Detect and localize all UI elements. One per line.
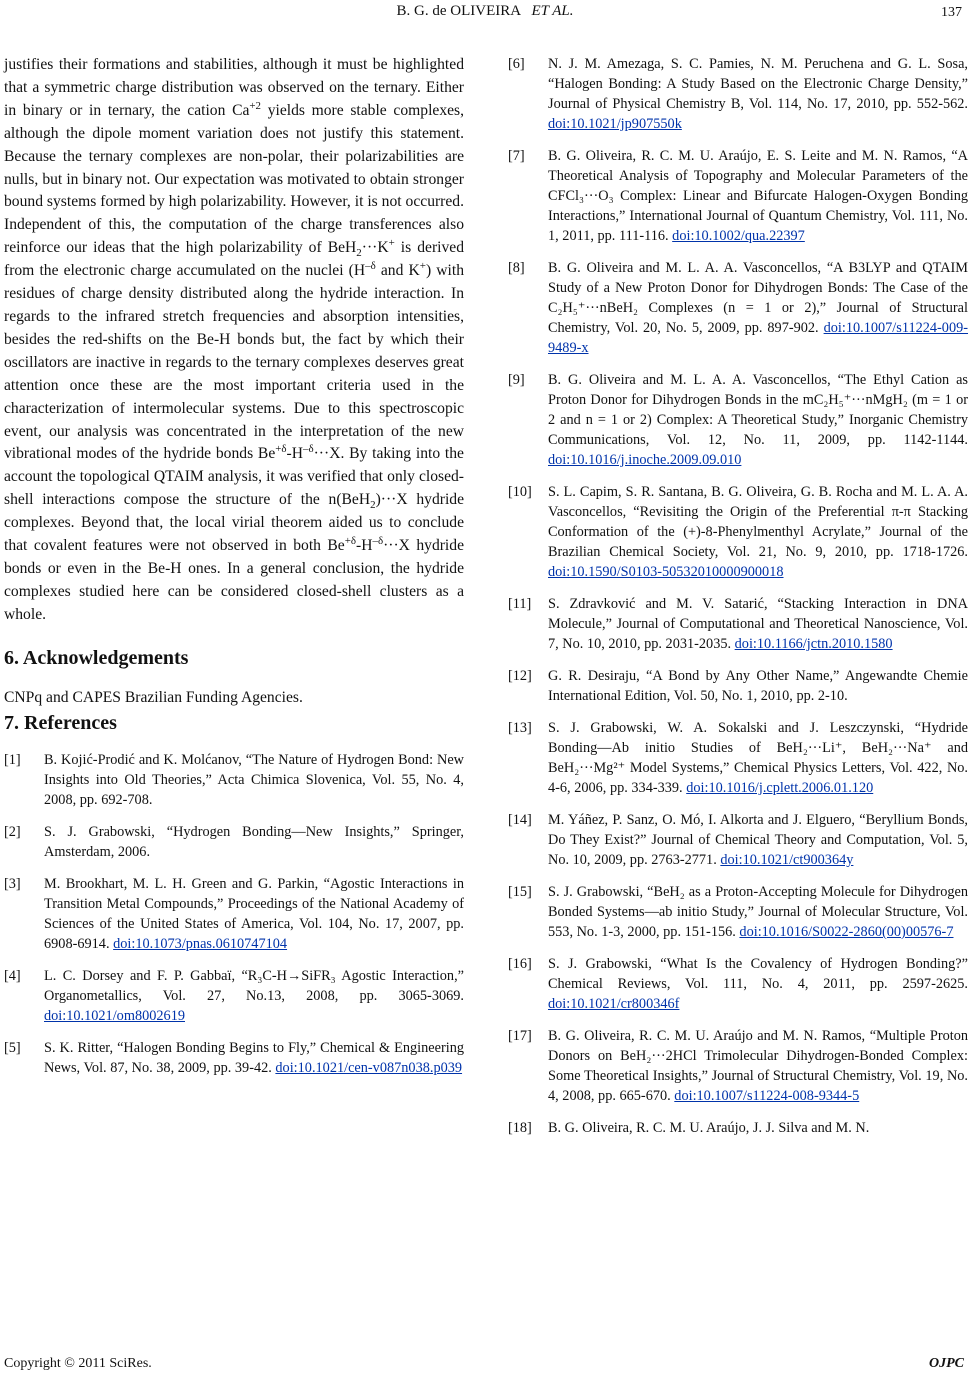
reference-text [44,874,464,954]
doi-link[interactable]: doi:10.1016/j.cplett.2006.01.120 [686,780,874,796]
doi-link[interactable]: doi:10.1073/pnas.0610747104 [113,935,288,952]
reference-citation: S. K. Ritter, “Halogen Bonding Begins to Fly,” Chemical & Engineering News, Vol. 87, No. 38, 2009, pp. 39-42. [44,1039,464,1076]
reference-citation: N. J. M. Amezaga, S. C. Pamies, N. M. Peruchena and G. L. Sosa, “Halogen Bonding: A Study Based on the Electronic Charge Density,” Journal of Physical Chemistry B, Vol. 114, No. 17, 2010, pp. 552-562. [548,56,968,112]
reference-citation: S. Zdravković and M. V. Satarić, “Stacking Interaction in DNA Molecule,” Journal of Computational and Theoretical Nanoscience, Vol. 7, No. 10, 2010, pp. 2031-2035. [548,596,968,652]
conclusion-paragraph: justifies their formations and stabilities, although it must be highlighted that a symmetric charge distribution was observed on the ternary. Either in binary or in ternary, the cation $Ca^{+2}$ yields more stable complexes, although the dipole moment variation does not justify this statement. Because the ternary complexes are non-polar, their polarizabilities are nulls, but in binary not. Our expectation was motivated to obtain stronger bound systems formed by high polarizability. However, it is not occurred. Independent of this, the computation of the charge transferences also reinforce our ideas that the high polarizability of BeH$_2$···K+ is derived from the electronic charge accumulated on the nuclei ($H^{-\delta}$ and K+) with residues of charge density distributed along the hydride interaction. In regards to the infrared stretch frequencies and absorption intensities, besides the red-shifts on the Be-H bonds but, the fact by which their oscillators are inactive in regards to the ternary complexes deserves great attention once these are the most important criteria used in the characterization of intermolecular systems. Due to this spectroscopic event, our analysis was concentrated in the interpretation of the new vibrational modes of the hydride bonds $Be^{+\delta}-H^{-\delta}\cdot\cdot\cdot X$. By taking into the account the topological QTAIM analysis, it was verified that only closed-shell interactions compose the structure of the n(BeH$_2$)···X hydride complexes. Beyond that, the local virial theorem aided us to conclude that covalent features were not observed in both $Be^{+\delta}-H^{-\delta}\cdot\cdot\cdot X$ hydride bonds or even in the Be-H ones. In a general conclusion, the hydride complexes studied here can be considered closed-shell clusters as a whole. [4,56,465,623]
reference-number: [11] [508,596,532,612]
reference-text [44,822,464,862]
reference-item [508,146,968,246]
reference-item [4,874,464,954]
header-etal: ET AL. [531,3,574,19]
reference-citation: B. G. Oliveira and M. L. A. A. Vasconcellos, “The Ethyl Cation as Proton Donor for Dihydrogen Bonds in the mC₂H₅⁺···nMgH₂ (m = 1 or 2 and n = 1 or 2) Complex: A Theoretical Study,” Inorganic Chemistry Communications, Vol. 12, No. 11, 2009, pp. 1142-1144. [548,372,968,448]
reference-text [548,882,968,942]
reference-number: [10] [508,484,532,500]
reference-citation: B. G. Oliveira, R. C. M. U. Araújo, E. S. Leite and M. N. Ramos, “A Theoretical Analysis of Topography and Molecular Parameters of the CFCl₃···O₃ Complex: Linear and Bifurcate Halogen-Oxygen Bonding Interactions,” International Journal of Quantum Chemistry, Vol. 111, No. 1, 2011, pp. 111-116. [548,148,968,244]
reference-citation: L. C. Dorsey and F. P. Gabbaï, “R₃C-H→SiFR₃ Agostic Interaction,” Organometallics, Vol. 27, No.13, 2008, pp. 3065-3069. [44,967,464,1004]
reference-text [44,966,464,1026]
reference-item [4,750,464,810]
doi-link[interactable]: doi:10.1016/j.inoche.2009.09.010 [548,452,742,468]
journal-abbrev: OJPC [929,1356,964,1371]
reference-number: [3] [4,875,21,892]
reference-item [508,954,968,1014]
reference-text [548,146,968,246]
references-heading: 7. References [4,711,117,734]
right-column [508,54,968,1150]
reference-citation: S. J. Grabowski, “What Is the Covalency of Hydrogen Bonding?” Chemical Reviews, Vol. 111, No. 4, 2011, pp. 2597-2625. [548,956,968,992]
reference-number: [2] [4,823,21,840]
reference-text [548,954,968,1014]
reference-text [548,666,968,706]
doi-link[interactable]: doi:10.1007/s11224-009-9489-x [548,320,969,356]
reference-text [44,750,464,810]
reference-item [508,258,968,358]
doi-link[interactable]: doi:10.1021/om8002619 [44,1007,185,1024]
reference-list-left [4,750,464,1078]
reference-text [548,370,968,470]
reference-citation: S. J. Grabowski, “Hydrogen Bonding―New Insights,” Springer, Amsterdam, 2006. [44,823,464,860]
reference-text [548,1118,968,1138]
reference-number: [7] [508,148,525,164]
reference-text [548,482,968,582]
reference-citation: S. J. Grabowski, “BeH₂ as a Proton-Accepting Molecule for Dihydrogen Bonded Systems―ab initio Study,” Journal of Molecular Structure, Vol. 553, No. 1-3, 2000, pp. 151-156. [548,884,968,940]
header-authors: B. G. de OLIVEIRA [396,3,521,19]
reference-item [508,370,968,470]
reference-number: [18] [508,1120,532,1136]
reference-number: [17] [508,1028,532,1044]
reference-number: [4] [4,967,21,984]
reference-citation: B. G. Oliveira, R. C. M. U. Araújo, J. J. Silva and M. N. [548,1120,870,1136]
running-header [0,0,970,26]
reference-citation: S. J. Grabowski, W. A. Sokalski and J. Leszczynski, “Hydride Bonding―Ab initio Studies of BeH₂···Li⁺, BeH₂···Na⁺ and BeH₂···Mg²⁺ Model Systems,” Chemical Physics Letters, Vol. 422, No. 4-6, 2006, pp. 334-339. [548,720,968,796]
reference-item [508,718,968,798]
reference-citation: B. G. Oliveira and M. L. A. A. Vasconcellos, “A B3LYP and QTAIM Study of a New Proton Donor for Dihydrogen Bonds: The Case of the C₂H₅⁺···nBeH₂ Complexes (n = 1 or 2),” Journal of Structural Chemistry, Vol. 20, No. 5, 2009, pp. 897-902. [548,260,968,336]
doi-link[interactable]: doi:10.1021/ct900364y [720,852,854,868]
reference-citation: G. R. Desiraju, “A Bond by Any Other Name,” Angewandte Chemie International Edition, Vol. 50, No. 1, 2010, pp. 2-10. [548,668,968,704]
reference-item [4,1038,464,1078]
reference-item [4,966,464,1026]
reference-number: [12] [508,668,532,684]
copyright-notice: Copyright © 2011 SciRes. [4,1356,152,1371]
reference-list-right [508,54,968,1138]
doi-link[interactable]: doi:10.1007/s11224-008-9344-5 [674,1088,860,1104]
doi-link[interactable]: doi:10.1002/qua.22397 [672,228,805,244]
reference-number: [16] [508,956,532,972]
left-column [4,54,464,1090]
reference-item [508,1026,968,1106]
reference-number: [15] [508,884,532,900]
reference-number: [5] [4,1039,21,1056]
reference-text [548,258,968,358]
reference-text [44,1038,464,1078]
acknowledgements-heading: 6. Acknowledgements [4,646,189,669]
reference-item [508,594,968,654]
doi-link[interactable]: doi:10.1021/jp907550k [548,116,682,132]
reference-item [4,822,464,862]
reference-text [548,1026,968,1106]
reference-item [508,666,968,706]
reference-citation: B. Kojić-Prodić and K. Molćanov, “The Nature of Hydrogen Bond: New Insights into Old Theories,” Acta Chimica Slovenica, Vol. 55, No. 4, 2008, pp. 692-708. [44,751,464,808]
acknowledgements-text: CNPq and CAPES Brazilian Funding Agencies. [4,688,303,706]
doi-link[interactable]: doi:10.1021/cen-v087n038.p039 [275,1059,463,1076]
reference-number: [8] [508,260,525,276]
reference-citation: S. L. Capim, S. R. Santana, B. G. Oliveira, G. B. Rocha and M. L. A. A. Vasconcellos, “Revisiting the Origin of the Preferential π-π Stacking Conformation of the (+)-8-Phenylmenthyl Acrylate,” Journal of the Brazilian Chemical Society, Vol. 21, No. 9, 2010, pp. 1718-1726. [548,484,968,560]
reference-number: [1] [4,751,21,768]
reference-text [548,54,968,134]
reference-number: [6] [508,56,525,72]
reference-number: [14] [508,812,532,828]
reference-item [508,810,968,870]
reference-text [548,810,968,870]
doi-link[interactable]: doi:10.1166/jctn.2010.1580 [734,636,893,652]
doi-link[interactable]: doi:10.1016/S0022-2860(00)00576-7 [739,924,954,940]
reference-citation: M. Yáñez, P. Sanz, O. Mó, I. Alkorta and J. Elguero, “Beryllium Bonds, Do They Exist?” Journal of Chemical Theory and Computation, Vol. 5, No. 10, 2009, pp. 2763-2771. [548,812,968,868]
reference-item [508,1118,968,1138]
doi-link[interactable]: doi:10.1590/S0103-50532010000900018 [548,564,784,580]
reference-text [548,718,968,798]
reference-citation: M. Brookhart, M. L. H. Green and G. Parkin, “Agostic Interactions in Transition Metal Compounds,” Proceedings of the National Academy of Sciences of the United States of America, Vol. 104, No. 17, 2007, pp. 6908-6914. [44,875,464,952]
page-number: 137 [941,5,962,20]
reference-number: [9] [508,372,525,388]
reference-text [548,594,968,654]
page-footer [0,1346,970,1386]
doi-link[interactable]: doi:10.1021/cr800346f [548,996,680,1012]
reference-number: [13] [508,720,532,736]
reference-item [508,882,968,942]
reference-citation: B. G. Oliveira, R. C. M. U. Araújo and M. N. Ramos, “Multiple Proton Donors on BeH₂···2HCl Trimolecular Dihydrogen-Bonded Complex: Some Theoretical Insights,” Journal of Structural Chemistry, Vol. 19, No. 4, 2008, pp. 665-670. [548,1028,968,1104]
reference-item [508,54,968,134]
reference-item [508,482,968,582]
